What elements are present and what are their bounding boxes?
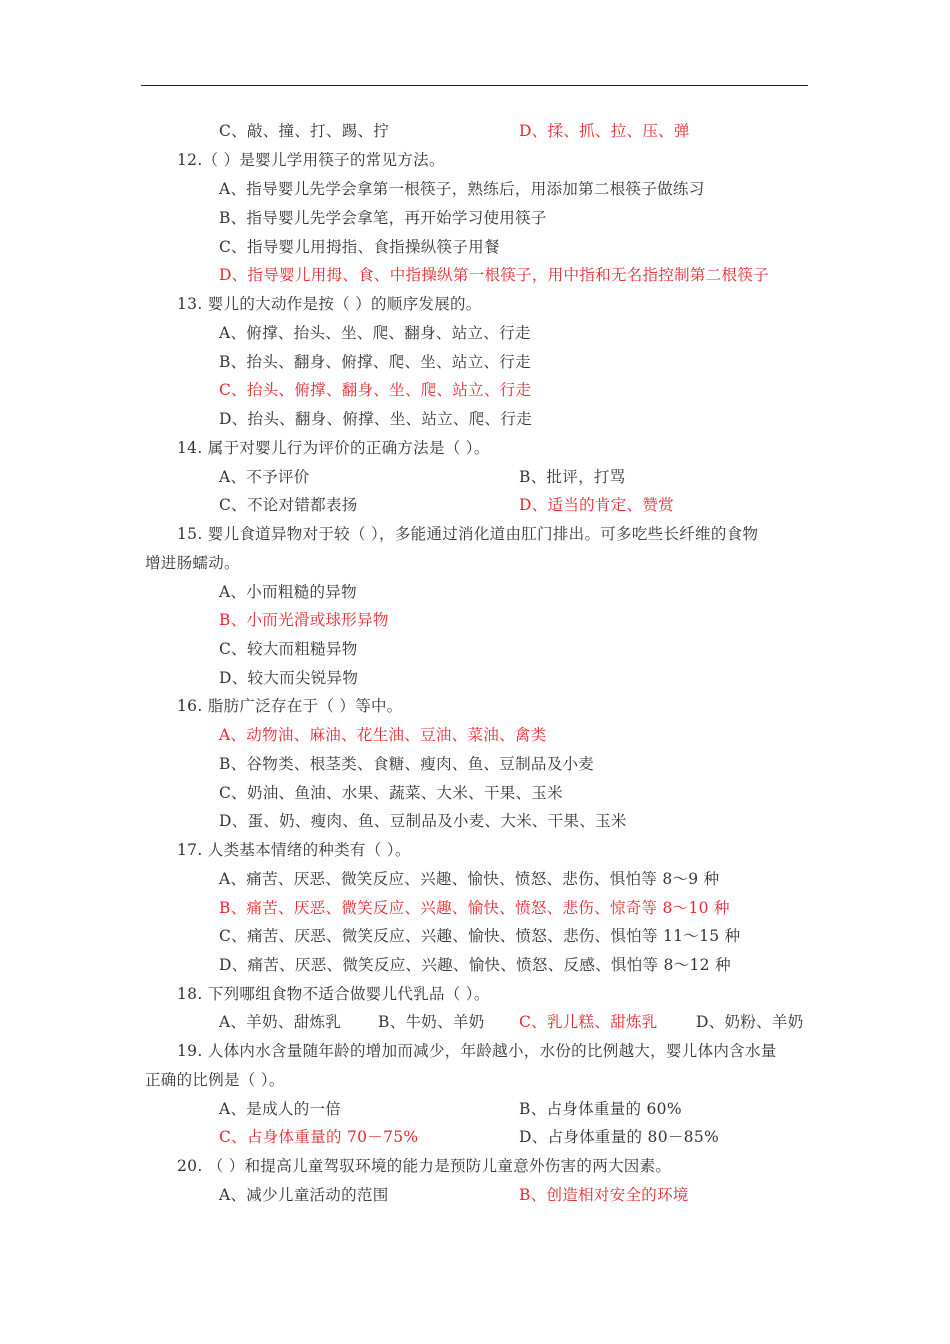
option-b: B、批评，打骂	[519, 468, 626, 486]
option-d: D、蛋、奶、瘦肉、鱼、豆制品及小麦、大米、干果、玉米	[219, 812, 627, 830]
option-b: B、占身体重量的 60%	[519, 1100, 682, 1118]
option-c: C、较大而粗糙异物	[219, 640, 358, 658]
option-a: A、是成人的一倍	[219, 1100, 342, 1118]
question-19-cont: 正确的比例是（ ）。	[145, 1071, 285, 1089]
option-d: D、占身体重量的 80－85%	[519, 1128, 720, 1146]
question-17: 17. 人类基本情绪的种类有（ ）。	[177, 841, 411, 859]
option-c: C、不论对错都表扬	[219, 496, 358, 514]
option-a: A、痛苦、厌恶、微笑反应、兴趣、愉快、愤怒、悲伤、惧怕等 8～9 种	[219, 870, 720, 888]
option-c-answer: C、占身体重量的 70－75%	[219, 1128, 419, 1146]
question-16: 16. 脂肪广泛存在于（ ）等中。	[177, 697, 403, 715]
option-c: C、奶油、鱼油、水果、蔬菜、大米、干果、玉米	[219, 784, 563, 802]
option-b-answer: B、创造相对安全的环境	[519, 1186, 689, 1204]
option-a: A、羊奶、甜炼乳	[219, 1013, 342, 1031]
question-13: 13. 婴儿的大动作是按（ ）的顺序发展的。	[177, 295, 482, 313]
option-d: D、抬头、翻身、俯撑、坐、站立、爬、行走	[219, 410, 532, 428]
question-20: 20. （ ）和提高儿童驾驭环境的能力是预防儿童意外伤害的两大因素。	[177, 1157, 672, 1175]
option-b: B、牛奶、羊奶	[378, 1013, 485, 1031]
header-rule	[141, 85, 808, 86]
option-c: C、指导婴儿用拇指、食指操纵筷子用餐	[219, 238, 500, 256]
option-d-answer: D、揉、抓、拉、压、弹	[519, 122, 690, 140]
question-18: 18. 下列哪组食物不适合做婴儿代乳品（ ）。	[177, 985, 490, 1003]
option-b: B、谷物类、根茎类、食糖、瘦肉、鱼、豆制品及小麦	[219, 755, 595, 773]
option-c: C、敲、撞、打、踢、拧	[219, 122, 390, 140]
question-12: 12.（ ）是婴儿学用筷子的常见方法。	[177, 151, 445, 169]
option-b: B、指导婴儿先学会拿笔，再开始学习使用筷子	[219, 209, 547, 227]
option-d: D、较大而尖锐异物	[219, 669, 359, 687]
option-a: A、减少儿童活动的范围	[219, 1186, 389, 1204]
option-c-answer: C、乳儿糕、甜炼乳	[519, 1013, 658, 1031]
option-b-answer: B、小而光滑或球形异物	[219, 611, 389, 629]
question-15-cont: 增进肠蠕动。	[145, 554, 240, 572]
option-a: A、俯撑、抬头、坐、爬、翻身、站立、行走	[219, 324, 531, 342]
option-a: A、不予评价	[219, 468, 310, 486]
option-d-answer: D、适当的肯定、赞赏	[519, 496, 674, 514]
question-19: 19. 人体内水含量随年龄的增加而减少，年龄越小，水份的比例越大，婴儿体内含水量	[177, 1042, 777, 1060]
option-a: A、指导婴儿先学会拿第一根筷子，熟练后，用添加第二根筷子做练习	[219, 180, 705, 198]
option-b: B、抬头、翻身、俯撑、爬、坐、站立、行走	[219, 353, 531, 371]
option-d-answer: D、指导婴儿用拇、食、中指操纵第一根筷子，用中指和无名指控制第二根筷子	[219, 266, 769, 284]
question-15: 15. 婴儿食道异物对于较（ ），多能通过消化道由肛门排出。可多吃些长纤维的食物	[177, 525, 759, 543]
option-d: D、奶粉、羊奶	[696, 1013, 804, 1031]
option-c-answer: C、抬头、俯撑、翻身、坐、爬、站立、行走	[219, 381, 532, 399]
option-d: D、痛苦、厌恶、微笑反应、兴趣、愉快、愤怒、反感、惧怕等 8～12 种	[219, 956, 731, 974]
question-14: 14. 属于对婴儿行为评价的正确方法是（ ）。	[177, 439, 490, 457]
option-a: A、小而粗糙的异物	[219, 583, 357, 601]
option-c: C、痛苦、厌恶、微笑反应、兴趣、愉快、愤怒、悲伤、惧怕等 11～15 种	[219, 927, 741, 945]
option-a-answer: A、动物油、麻油、花生油、豆油、菜油、禽类	[219, 726, 547, 744]
option-b-answer: B、痛苦、厌恶、微笑反应、兴趣、愉快、愤怒、悲伤、惊奇等 8～10 种	[219, 899, 730, 917]
